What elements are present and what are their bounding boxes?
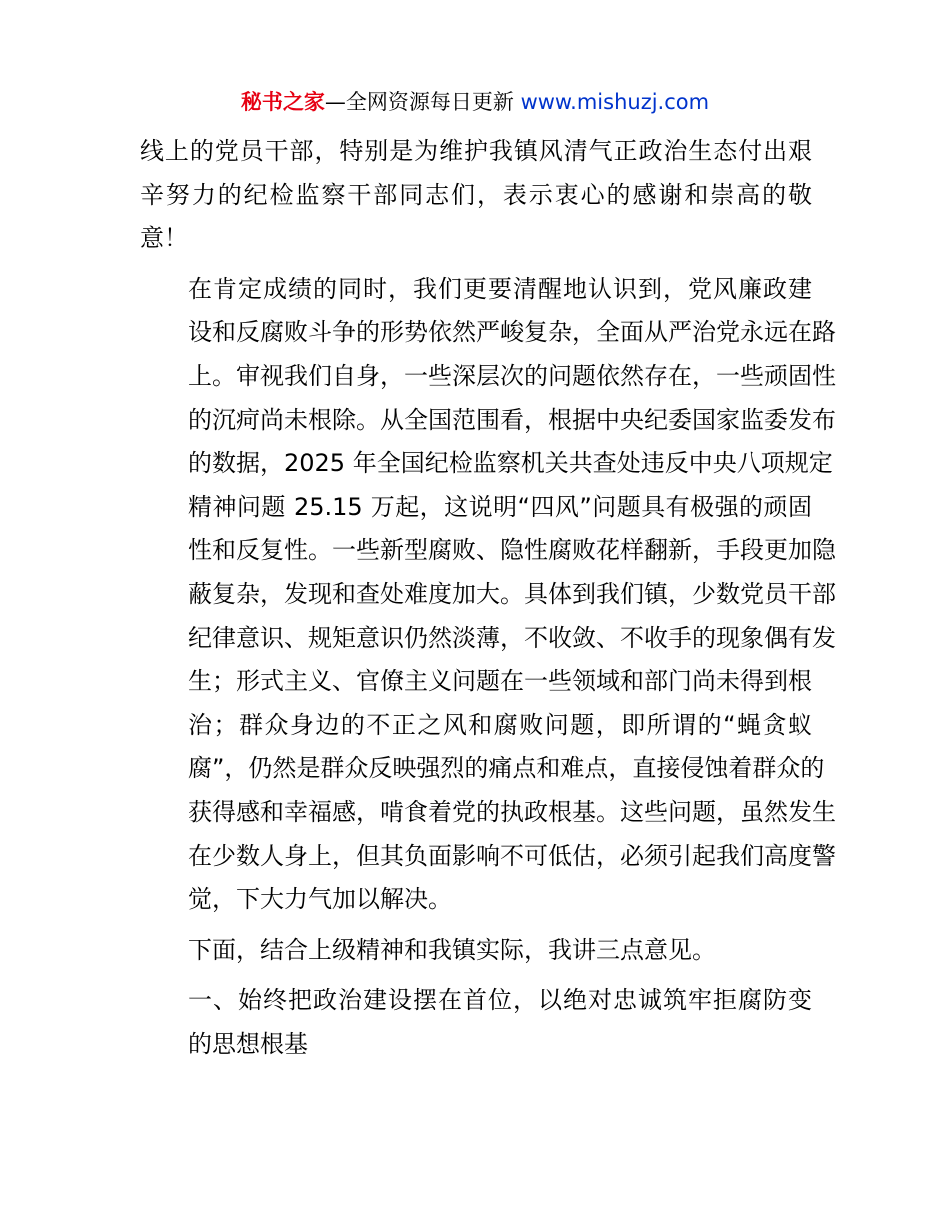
text-line: 获得感和幸福感，啃食着党的执政根基。这些问题，虽然发生	[188, 797, 836, 826]
text-line: 一、始终把政治建设摆在首位，以绝对忠诚筑牢拒腐防变	[188, 986, 812, 1015]
site-url-link[interactable]: www.mishuzj.com	[520, 90, 710, 114]
text-line: 觉，下大力气加以解决。	[188, 885, 452, 914]
text-line: 设和反腐败斗争的形势依然严峻复杂，全面从严治党永远在路	[188, 318, 836, 347]
text-line: 的思想根基	[188, 1029, 308, 1058]
text-line: 在少数人身上，但其负面影响不可低估，必须引起我们高度警	[188, 841, 836, 870]
document-body	[140, 130, 836, 1073]
text-line: 在肯定成绩的同时，我们更要清醒地认识到，党风廉政建	[188, 274, 812, 303]
text-line: 上。审视我们自身，一些深层次的问题依然存在，一些顽固性	[188, 361, 836, 390]
text-line: 线上的党员干部，特别是为维护我镇风清气正政治生态付出艰	[140, 137, 812, 165]
text-line: 意！	[140, 224, 188, 253]
site-brand: 秘书之家	[240, 90, 325, 114]
text-line: 蔽复杂，发现和查处难度加大。具体到我们镇，少数党员干部	[188, 579, 836, 608]
text-line: 精神问题 25.15 万起，这说明“四风”问题具有极强的顽固	[188, 492, 812, 521]
paragraph-acknowledgement	[140, 130, 812, 261]
text-line: 生；形式主义、官僚主义问题在一些领域和部门尚未得到根	[188, 667, 812, 696]
text-line: 治；群众身边的不正之风和腐败问题，即所谓的“蝇贪蚁	[188, 710, 812, 739]
text-line: 腐”，仍然是群众反映强烈的痛点和难点，直接侵蚀着群众的	[188, 754, 825, 783]
text-line: 的数据，2025 年全国纪检监察机关共查处违反中央八项规定	[188, 449, 833, 478]
paragraph-situation	[140, 268, 836, 922]
paragraph-transition	[140, 929, 812, 973]
text-line: 辛努力的纪检监察干部同志们，表示衷心的感谢和崇高的敬	[140, 180, 812, 209]
site-tagline: —全网资源每日更新	[324, 90, 521, 114]
site-header	[0, 86, 950, 118]
text-line: 的沉疴尚未根除。从全国范围看，根据中央纪委国家监委发布	[188, 405, 836, 434]
text-line: 性和反复性。一些新型腐败、隐性腐败花样翻新，手段更加隐	[188, 536, 836, 565]
section-heading-1	[140, 979, 812, 1066]
text-line: 纪律意识、规矩意识仍然淡薄，不收敛、不收手的现象偶有发	[188, 623, 836, 652]
text-line: 下面，结合上级精神和我镇实际，我讲三点意见。	[188, 935, 716, 964]
